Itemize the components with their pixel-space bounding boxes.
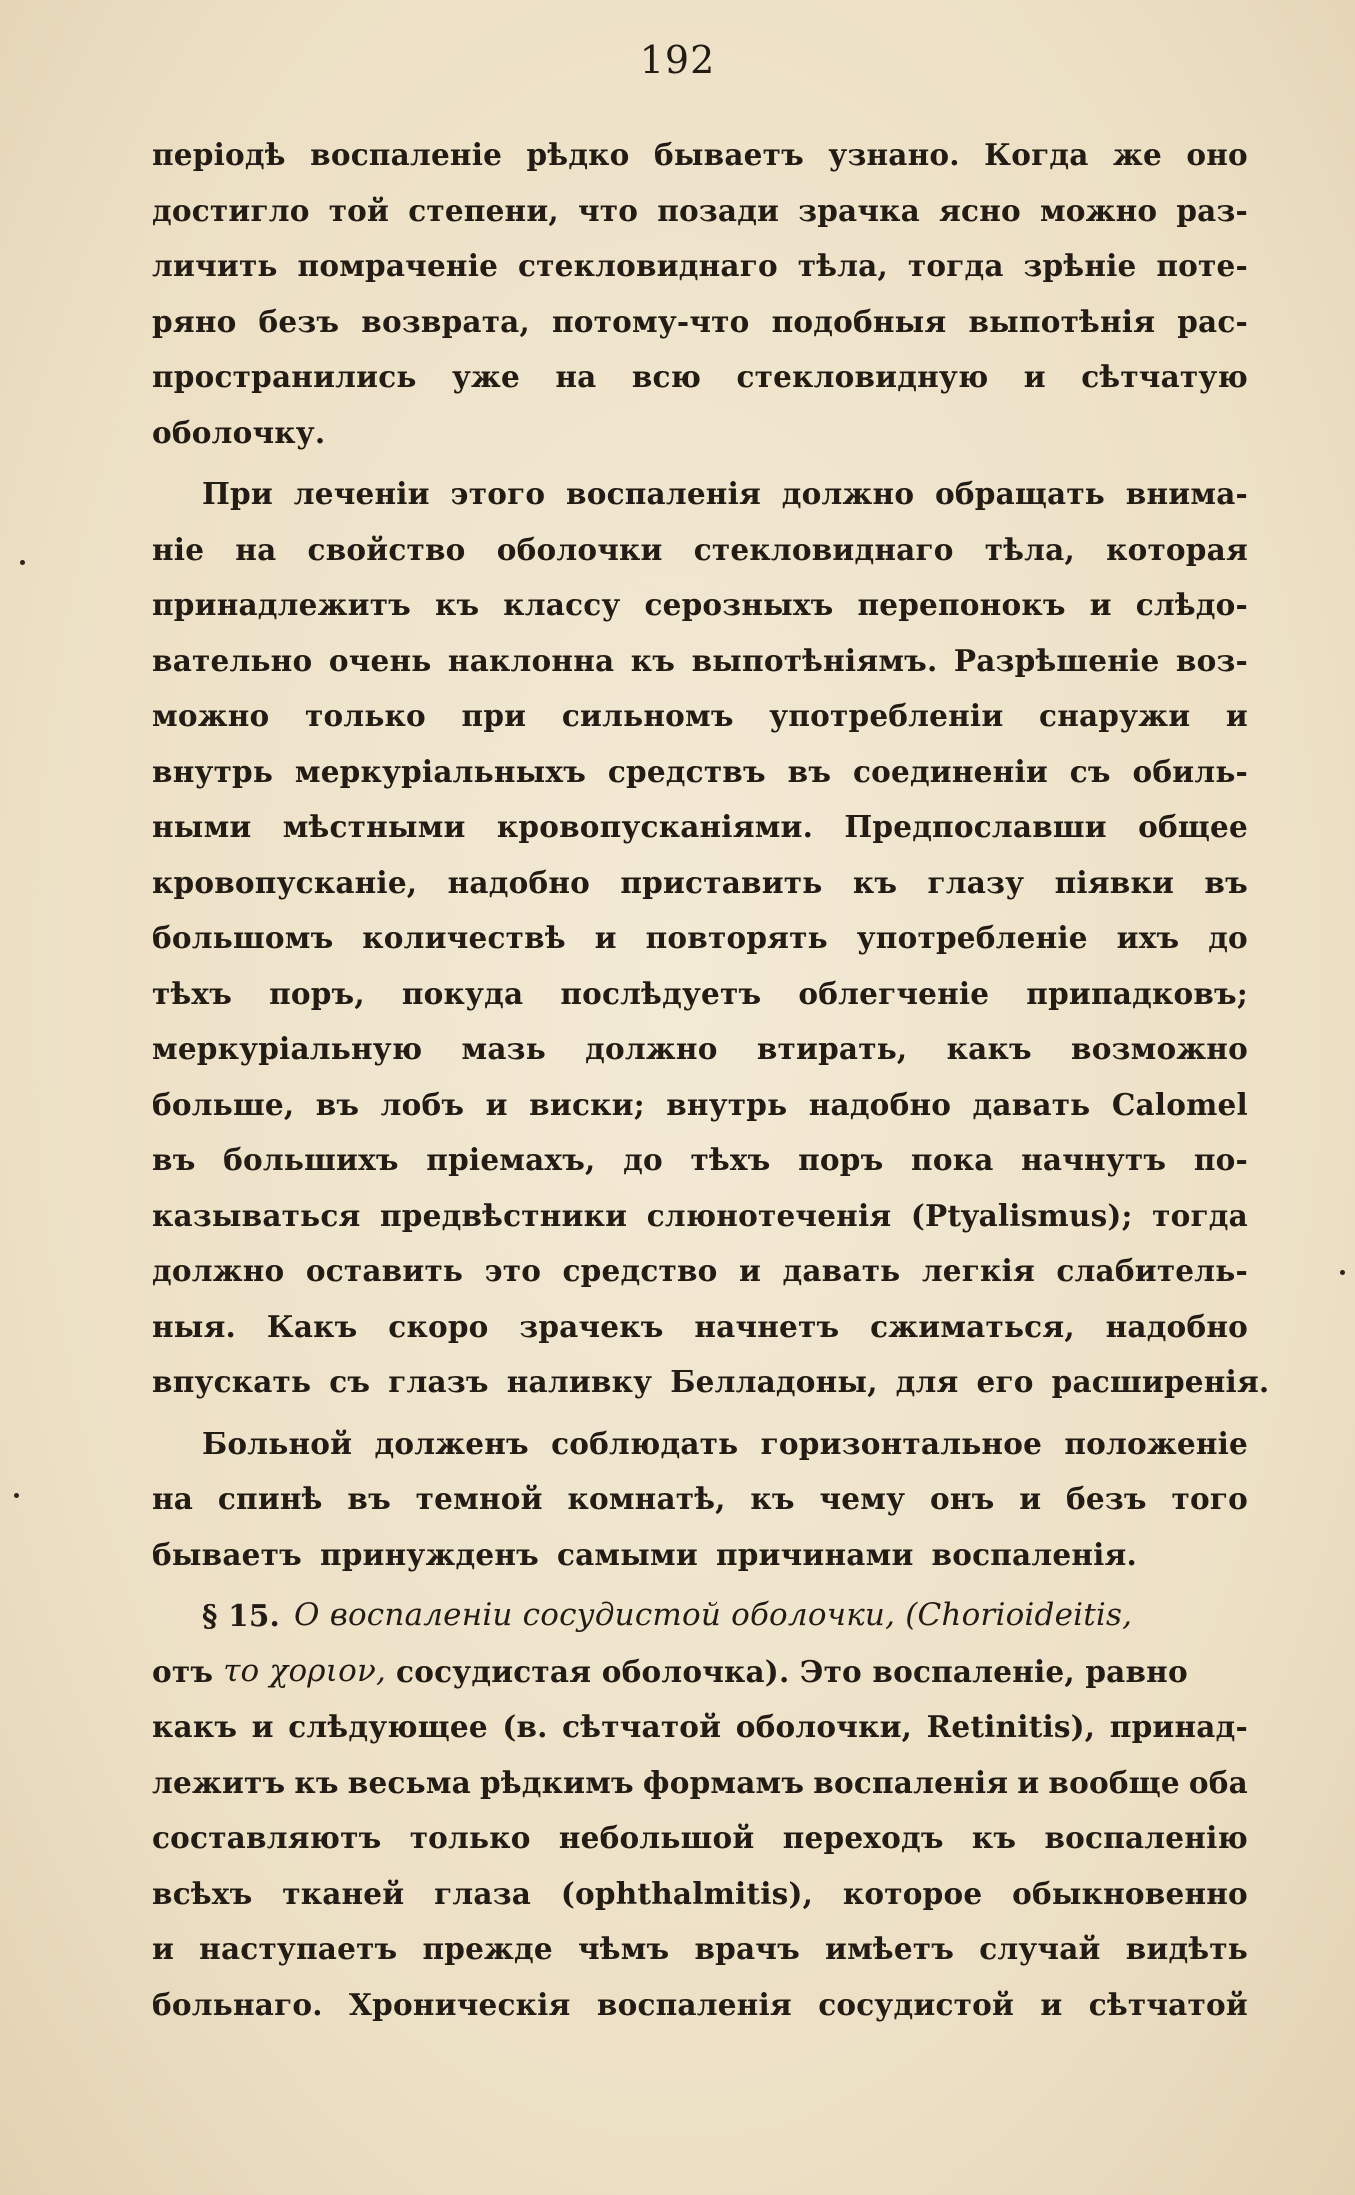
- word: къ: [971, 1820, 1017, 1855]
- word: внутрь: [152, 753, 274, 789]
- text-line: [152, 238, 1248, 294]
- text-line: [152, 1188, 1248, 1244]
- word: пріемахъ,: [426, 1142, 596, 1177]
- word: Retinitis),: [926, 1709, 1096, 1744]
- ink-speck: [1340, 1270, 1345, 1275]
- word: врачъ: [694, 1931, 800, 1966]
- section-source-rest: сосудистая оболочка). Это воспаленіе, равно: [396, 1653, 1188, 1689]
- word: къ: [852, 864, 898, 900]
- word: прежде: [422, 1931, 553, 1966]
- word: внутрь: [666, 1086, 788, 1122]
- word: и: [738, 1253, 762, 1288]
- word: большихъ: [223, 1142, 399, 1177]
- word: это: [484, 1253, 542, 1288]
- word: бываетъ: [654, 137, 804, 172]
- word: лежитъ: [152, 1764, 286, 1800]
- word: ряно: [152, 303, 237, 339]
- word: того: [1171, 1481, 1248, 1516]
- word: вательно: [152, 642, 313, 678]
- word: пока: [911, 1142, 994, 1177]
- word: Хроническія: [349, 1986, 571, 2022]
- word: При: [202, 476, 273, 511]
- word: небольшой: [558, 1820, 755, 1855]
- word: Когда: [984, 137, 1089, 172]
- word: составляютъ: [152, 1820, 382, 1855]
- word: рѣдко: [526, 137, 630, 172]
- section-text-line: [152, 1699, 1248, 1755]
- text-line: [152, 688, 1248, 744]
- word: глазъ: [388, 1364, 489, 1399]
- section-text-line: [152, 1921, 1248, 1977]
- word: воспаленія: [596, 1986, 792, 2022]
- word: же: [1112, 137, 1162, 172]
- word: піявки: [1054, 864, 1175, 900]
- word: и: [251, 1709, 274, 1744]
- word: кровопусканіе,: [152, 864, 418, 900]
- word: степени,: [408, 192, 559, 228]
- word: ясно: [939, 192, 1021, 228]
- word: выпотѣніямъ.: [691, 642, 938, 678]
- word: соблюдать: [551, 1425, 739, 1461]
- word: онъ: [929, 1481, 995, 1516]
- word: этого: [450, 476, 546, 511]
- word: облегченіе: [798, 975, 990, 1011]
- section-text-line: [152, 1866, 1248, 1922]
- word: всю: [631, 359, 702, 394]
- word: обиль-: [1132, 753, 1248, 789]
- word: которая: [1106, 531, 1248, 567]
- word: (Ptyalismus);: [910, 1197, 1133, 1233]
- word: и: [1019, 1481, 1042, 1516]
- word: тѣхъ: [152, 975, 233, 1011]
- word: слюнотеченія: [646, 1197, 892, 1233]
- text-line: [152, 522, 1248, 578]
- section-text-line: [152, 1755, 1248, 1811]
- word: Calomel: [1111, 1086, 1248, 1122]
- word: воспаленія: [813, 1764, 1009, 1800]
- greek-term: το χοριον,: [223, 1652, 387, 1689]
- word: надобно: [808, 1086, 952, 1122]
- word: безъ: [258, 303, 340, 339]
- word: снаружи: [1039, 698, 1191, 733]
- word: какъ: [152, 1709, 238, 1744]
- section-title: О воспаленіи сосудистой оболочки, (Chorioideitis,: [294, 1597, 1133, 1633]
- word: къ: [750, 1481, 795, 1516]
- word: наливку: [506, 1364, 653, 1399]
- text-line: [152, 799, 1248, 855]
- word: Какъ: [266, 1308, 358, 1344]
- word: долженъ: [374, 1425, 529, 1461]
- word: подобныя: [771, 303, 947, 339]
- word: начнутъ: [1021, 1142, 1167, 1177]
- word: послѣдуетъ: [560, 975, 762, 1011]
- section-text-line: [152, 1977, 1248, 2033]
- word: тѣхъ: [690, 1142, 771, 1177]
- word: возврата,: [361, 303, 530, 339]
- word: уже: [451, 359, 521, 394]
- word: можно: [152, 698, 270, 733]
- word: серозныхъ: [644, 587, 834, 622]
- word: средствъ: [607, 753, 766, 789]
- word: Больной: [202, 1425, 353, 1461]
- word: мѣстными: [282, 809, 466, 844]
- word: только: [304, 698, 426, 733]
- word: помраченіе: [297, 248, 499, 283]
- word: и: [485, 1086, 508, 1122]
- word: можно: [1039, 192, 1158, 228]
- text-line: [152, 1527, 1248, 1583]
- word: предвѣстники: [380, 1197, 628, 1233]
- word: глаза: [434, 1875, 532, 1911]
- word: скоро: [388, 1308, 489, 1344]
- word: личить: [152, 248, 278, 283]
- word: оставить: [305, 1253, 464, 1288]
- text-line: [152, 855, 1248, 911]
- word: до: [1208, 920, 1248, 955]
- ink-speck: [20, 560, 25, 565]
- word: комнатѣ,: [567, 1481, 726, 1516]
- word: до: [623, 1142, 663, 1177]
- word: рас-: [1177, 303, 1248, 339]
- section-heading-line-2: [152, 1644, 1248, 1700]
- text-line: [152, 1471, 1248, 1527]
- word: кровопусканіями.: [496, 809, 814, 844]
- word: положеніе: [1064, 1425, 1248, 1461]
- word: возможно: [1071, 1031, 1248, 1066]
- word: на: [152, 1481, 194, 1516]
- word: на: [555, 359, 597, 394]
- word: перепонокъ: [857, 587, 1066, 622]
- word: воспаленіе: [310, 137, 503, 172]
- word: оно: [1186, 137, 1248, 172]
- word: всѣхъ: [152, 1875, 253, 1911]
- text-line: [152, 127, 1248, 183]
- word: съ: [329, 1364, 371, 1399]
- word: и: [1089, 587, 1112, 622]
- word: воспаленію: [1044, 1820, 1248, 1855]
- text-line: [152, 466, 1248, 522]
- word: большомъ: [152, 920, 334, 955]
- word: для: [895, 1364, 959, 1399]
- word: ными: [152, 809, 252, 844]
- word: къ: [630, 642, 676, 678]
- word: выпотѣнія: [968, 303, 1156, 339]
- word: тѣла,: [797, 248, 888, 283]
- word: къ: [294, 1764, 339, 1800]
- page-number: 192: [639, 38, 716, 82]
- section-paragraph: [152, 1699, 1248, 2032]
- word: обращать: [934, 476, 1106, 511]
- word: зрѣніе: [1023, 248, 1137, 283]
- word: очень: [328, 642, 432, 678]
- paragraphs: [152, 127, 1270, 1588]
- word: въ: [1204, 864, 1248, 900]
- section-text-line: [152, 1810, 1248, 1866]
- word: количествѣ: [362, 920, 566, 955]
- word: и: [152, 1931, 175, 1966]
- word: въ: [152, 1142, 196, 1177]
- word: которое: [842, 1875, 983, 1911]
- word: случай: [979, 1931, 1101, 1966]
- word: рѣдкимъ: [480, 1764, 634, 1800]
- text-line: [152, 744, 1248, 800]
- word: тѣла,: [984, 531, 1075, 567]
- word: въ: [347, 1481, 391, 1516]
- word: спинѣ: [217, 1481, 323, 1516]
- word: общее: [1138, 809, 1248, 844]
- word: стекловиднаго: [693, 531, 954, 567]
- word: видѣть: [1125, 1931, 1248, 1966]
- word: употребленіе: [856, 920, 1088, 955]
- word: сѣтчатой: [1088, 1986, 1248, 2022]
- text-line: [152, 294, 1248, 350]
- word: надобно: [447, 864, 591, 900]
- word: раз-: [1176, 192, 1248, 228]
- text-line: [152, 633, 1248, 689]
- word: тогда: [907, 248, 1004, 283]
- word: чѣмъ: [577, 1931, 670, 1966]
- word: слѣдующее: [288, 1709, 488, 1744]
- word: причинами: [715, 1536, 914, 1572]
- word: оболочки,: [735, 1709, 913, 1744]
- word: наклонна: [447, 642, 615, 678]
- word: покуда: [401, 975, 524, 1011]
- word: оба: [1188, 1764, 1248, 1800]
- text-line: [152, 1354, 1270, 1410]
- word: употребленіи: [769, 698, 1004, 733]
- word: меркуріальныхъ: [294, 753, 587, 789]
- word: давать: [782, 1253, 901, 1288]
- word: воспаленія: [566, 476, 762, 511]
- word: сжиматься,: [870, 1308, 1075, 1344]
- word: той: [328, 192, 390, 228]
- word: въ: [787, 753, 832, 789]
- section-heading-line-1: [152, 1588, 1248, 1644]
- ink-speck: [14, 1493, 19, 1498]
- word: съ: [1069, 753, 1111, 789]
- word: сѣтчатой: [562, 1709, 722, 1744]
- word: Белладоны,: [670, 1364, 878, 1399]
- text-line: [152, 349, 1248, 405]
- word: слабитель-: [1056, 1253, 1248, 1288]
- word: чему: [819, 1481, 906, 1516]
- word: зрачка: [798, 192, 920, 228]
- word: принад-: [1109, 1709, 1248, 1744]
- text-line: [152, 1077, 1248, 1133]
- word: достигло: [152, 192, 310, 228]
- word: оболочку.: [152, 414, 326, 450]
- word: свойство: [307, 531, 466, 567]
- text-line: [152, 183, 1248, 239]
- word: впускать: [152, 1364, 312, 1399]
- word: и: [1225, 698, 1248, 733]
- word: больнаго.: [152, 1986, 323, 2022]
- word: узнано.: [828, 137, 960, 172]
- word: припадковъ;: [1026, 975, 1248, 1011]
- word: сосудистой: [818, 1986, 1015, 2022]
- word: только: [409, 1820, 531, 1855]
- word: лобъ: [380, 1086, 465, 1122]
- word: расширенія.: [1051, 1364, 1270, 1399]
- word: (в.: [502, 1709, 548, 1744]
- word: потому-что: [552, 303, 750, 339]
- section-mark: § 15.: [202, 1598, 281, 1633]
- word: безъ: [1066, 1481, 1147, 1516]
- word: переходъ: [782, 1820, 944, 1855]
- word: въ: [315, 1086, 360, 1122]
- word: соединеніи: [852, 753, 1048, 789]
- word: виски;: [529, 1086, 645, 1122]
- word: тогда: [1152, 1197, 1248, 1233]
- text-line: [152, 1132, 1248, 1188]
- word: (ophthalmitis),: [560, 1875, 814, 1911]
- text-line: [152, 405, 1248, 461]
- word: ихъ: [1116, 920, 1180, 955]
- word: оболочки: [496, 531, 663, 567]
- word: поръ: [798, 1142, 884, 1177]
- word: какъ: [946, 1031, 1032, 1066]
- word: бываетъ: [152, 1536, 302, 1572]
- word: слѣдо-: [1135, 587, 1248, 622]
- word: ныя.: [152, 1308, 237, 1344]
- word: тканей: [282, 1875, 405, 1911]
- word: формамъ: [642, 1764, 805, 1800]
- text-line: [152, 1021, 1248, 1077]
- word: и: [594, 920, 617, 955]
- word: воз-: [1175, 642, 1248, 678]
- text-line: [152, 1416, 1248, 1472]
- word: классу: [503, 587, 621, 622]
- word: горизонтальное: [760, 1425, 1043, 1461]
- word: воспаленія.: [931, 1536, 1138, 1572]
- word: Разрѣшеніе: [953, 642, 1160, 678]
- word: и: [1017, 1764, 1040, 1800]
- word: Предпославши: [844, 809, 1107, 844]
- word: что: [577, 192, 639, 228]
- word: по-: [1193, 1142, 1248, 1177]
- word: должно: [152, 1253, 285, 1288]
- word: втирать,: [756, 1031, 908, 1066]
- word: поръ,: [269, 975, 365, 1011]
- word: весьма: [347, 1764, 471, 1800]
- word: должно: [585, 1031, 718, 1066]
- word: имѣетъ: [824, 1931, 955, 1966]
- word: позади: [657, 192, 780, 228]
- text-line: [152, 1299, 1248, 1355]
- word: ніе: [152, 531, 205, 567]
- word: приставить: [620, 864, 823, 900]
- word: періодѣ: [152, 137, 286, 172]
- word: стекловидную: [736, 359, 989, 394]
- word: должно: [781, 476, 915, 511]
- word: принужденъ: [319, 1536, 539, 1572]
- word: надобно: [1105, 1308, 1248, 1344]
- word: на: [235, 531, 277, 567]
- word: меркуріальную: [152, 1031, 423, 1066]
- word: зрачекъ: [519, 1308, 664, 1344]
- word: легкія: [921, 1253, 1035, 1288]
- word: вообще: [1048, 1764, 1180, 1800]
- word: принадлежитъ: [152, 587, 412, 622]
- word: начнетъ: [694, 1308, 840, 1344]
- word: сѣтчатую: [1081, 359, 1248, 394]
- body-text: [152, 127, 1270, 2032]
- text-line: [152, 910, 1248, 966]
- word: повторять: [645, 920, 828, 955]
- word: сильномъ: [561, 698, 734, 733]
- text-line: [152, 577, 1248, 633]
- word: при: [461, 698, 527, 733]
- text-line: [152, 1243, 1248, 1299]
- section-source-prefix: отъ: [152, 1653, 214, 1689]
- word: поте-: [1156, 248, 1248, 283]
- word: больше,: [152, 1086, 295, 1122]
- word: его: [976, 1364, 1034, 1399]
- word: пространились: [152, 359, 417, 394]
- word: внима-: [1125, 476, 1248, 511]
- word: казываться: [152, 1197, 361, 1233]
- word: обыкновенно: [1012, 1875, 1248, 1911]
- word: и: [1040, 1986, 1063, 2022]
- word: мазь: [461, 1031, 546, 1066]
- word: стекловиднаго: [517, 248, 778, 283]
- word: темной: [415, 1481, 543, 1516]
- word: средство: [562, 1253, 718, 1288]
- word: давать: [972, 1086, 1091, 1122]
- text-line: [152, 966, 1248, 1022]
- word: наступаетъ: [199, 1931, 398, 1966]
- word: самыми: [556, 1536, 698, 1572]
- word: глазу: [927, 864, 1025, 900]
- word: и: [1023, 359, 1046, 394]
- word: къ: [434, 587, 480, 622]
- word: леченіи: [293, 476, 430, 511]
